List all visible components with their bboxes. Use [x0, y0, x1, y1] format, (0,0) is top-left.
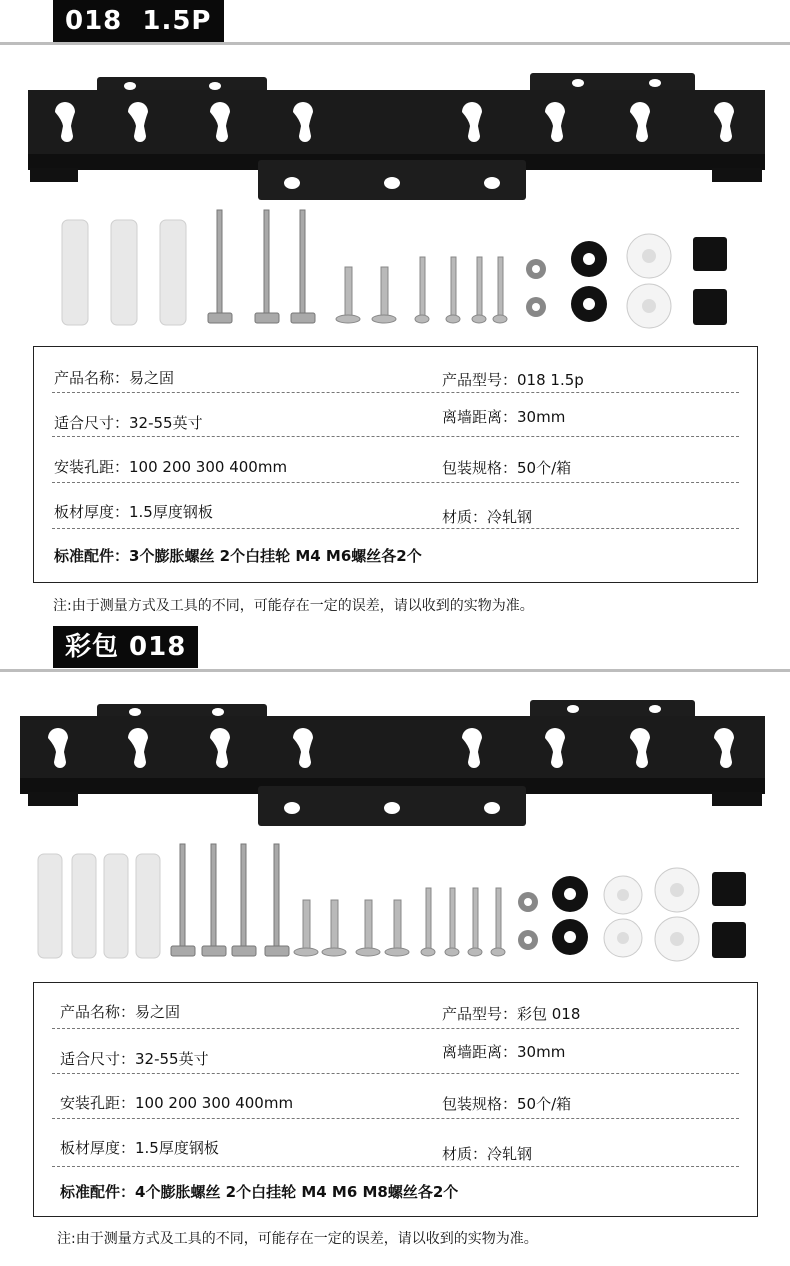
spec-row — [52, 392, 739, 437]
spec-row — [52, 983, 739, 1029]
spec-name: 产品名称：易之固 — [60, 1003, 181, 1021]
spec-thickness: 板材厚度：1.5厚度钢板 — [54, 503, 213, 521]
accessories-image — [0, 205, 790, 335]
bracket-image — [0, 60, 790, 210]
spec-size: 适合尺寸：32-55英寸 — [60, 1050, 209, 1068]
section-title: 彩包 018 — [53, 626, 198, 668]
spec-row — [52, 482, 739, 529]
spec-row — [52, 1073, 739, 1119]
spec-row — [52, 1118, 739, 1167]
spec-holes: 安装孔距：100 200 300 400mm — [60, 1094, 294, 1112]
spec-accessories: 标准配件：4个膨胀螺丝 2个白挂轮 M4 M6 M8螺丝各2个 — [60, 1183, 459, 1201]
spec-holes: 安装孔距：100 200 300 400mm — [54, 458, 288, 476]
spec-row — [52, 1028, 739, 1074]
spec-thickness: 板材厚度：1.5厚度钢板 — [60, 1139, 219, 1157]
title-divider — [0, 42, 790, 45]
spec-distance: 离墙距离：30mm — [442, 1043, 566, 1061]
spec-row — [52, 528, 739, 578]
spec-packing: 包装规格：50个/箱 — [442, 1095, 572, 1113]
spec-row — [52, 347, 739, 393]
spec-model: 产品型号：018 1.5p — [442, 371, 584, 389]
disclaimer-note: 注:由于测量方式及工具的不同，可能存在一定的误差，请以收到的实物为准。 — [57, 1231, 538, 1247]
spec-accessories: 标准配件：3个膨胀螺丝 2个白挂轮 M4 M6螺丝各2个 — [54, 547, 422, 565]
bracket-image — [0, 692, 790, 832]
product-section-2 — [0, 626, 790, 1266]
spec-distance: 离墙距离：30mm — [442, 408, 566, 426]
spec-packing: 包装规格：50个/箱 — [442, 459, 572, 477]
section-title: 018 1.5P — [53, 0, 224, 42]
spec-name: 产品名称：易之固 — [54, 369, 175, 387]
spec-material: 材质：冷轧钢 — [442, 1145, 533, 1163]
spec-model: 产品型号：彩包 018 — [442, 1005, 581, 1023]
disclaimer-note: 注:由于测量方式及工具的不同，可能存在一定的误差，请以收到的实物为准。 — [53, 598, 534, 614]
product-section-1 — [0, 0, 790, 625]
spec-row — [52, 1166, 739, 1214]
spec-material: 材质：冷轧钢 — [442, 508, 533, 526]
spec-table — [33, 346, 758, 583]
title-divider — [0, 669, 790, 672]
spec-row — [52, 436, 739, 483]
accessories-image — [0, 836, 790, 966]
spec-size: 适合尺寸：32-55英寸 — [54, 414, 203, 432]
spec-table — [33, 982, 758, 1217]
